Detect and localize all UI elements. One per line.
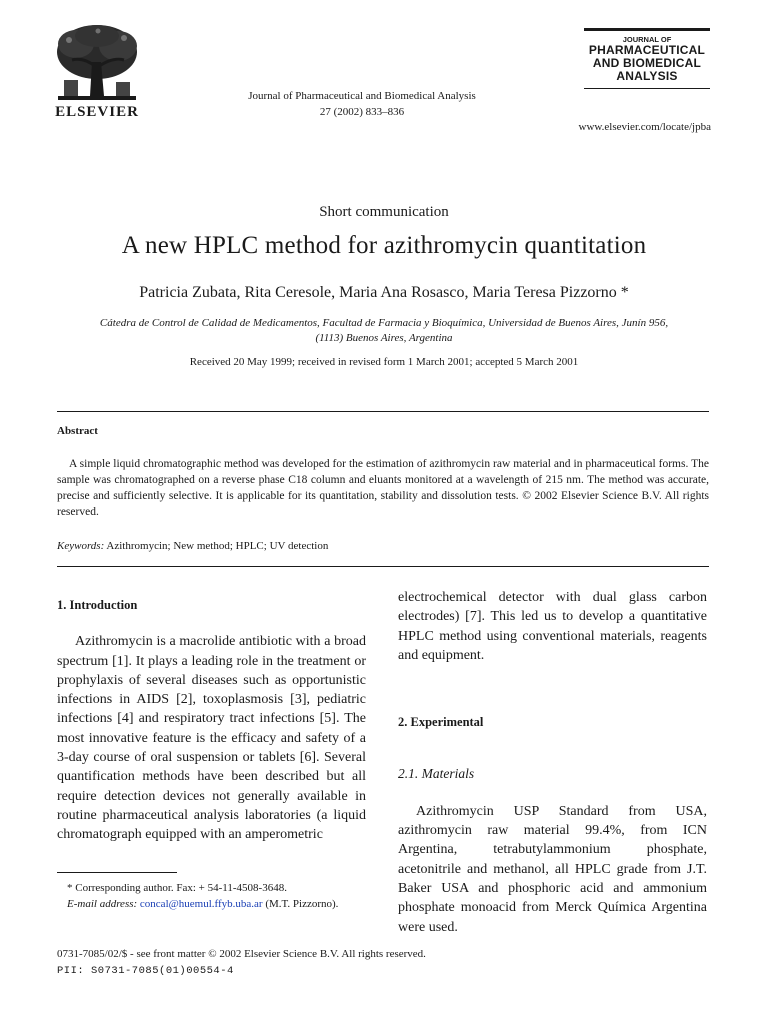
- journal-box-name-1: PHARMACEUTICAL: [588, 43, 706, 57]
- email-label: E-mail address:: [67, 898, 138, 910]
- keywords-list: Azithromycin; New method; HPLC; UV detection: [106, 540, 329, 552]
- journal-name-line: Journal of Pharmaceutical and Biomedical Analysis: [248, 90, 476, 102]
- email-suffix: (M.T. Pizzorno).: [262, 898, 339, 910]
- keywords-label: Keywords:: [57, 540, 105, 552]
- email-link[interactable]: concal@huemul.ffyb.uba.ar: [139, 898, 263, 910]
- journal-box-name-2: AND BIOMEDICAL: [592, 56, 702, 70]
- introduction-heading: 1. Introduction: [57, 598, 138, 612]
- abstract-top-rule: [57, 411, 709, 412]
- abstract-heading: Abstract: [57, 425, 98, 437]
- pii-identifier: PII: S0731-7085(01)00554-4: [57, 965, 234, 977]
- affiliation-line-1: Cátedra de Control de Calidad de Medicamentos, Facultad de Farmacia y Bioquímica, Universidad de Buenos Aires, Junín 956,: [99, 317, 669, 329]
- volume-pages-line: 27 (2002) 833–836: [319, 106, 405, 118]
- bottom-matter: [57, 946, 426, 980]
- article-title: A new HPLC method for azithromycin quantitation: [121, 232, 647, 259]
- abstract-bottom-rule: [57, 566, 709, 567]
- journal-box-of: JOURNAL OF: [622, 35, 672, 44]
- email-line: [57, 896, 366, 912]
- affiliation: [0, 316, 768, 346]
- elsevier-tree-icon: [54, 22, 140, 102]
- materials-heading: 2.1. Materials: [398, 766, 475, 782]
- article-authors: Patricia Zubata, Rita Ceresole, Maria Ana Rosasco, Maria Teresa Pizzorno *: [139, 284, 629, 301]
- right-column: [398, 588, 707, 937]
- keywords: [57, 540, 328, 552]
- introduction-paragraph: Azithromycin is a macrolide antibiotic with a broad spectrum [1]. It plays a leading role in the treatment or prophylaxis of several diseases such as opportunistic infections in AIDS [2], toxoplasmosis [3], pediatric infections [4] and respiratory tract infections [5]. The most innovative feature is the efficacy and safety of a 3-day course of oral suspension or tablets [6]. Several quantification methods have been described but all require detection devices not generally available in routine pharmaceutical analysis laboratories (a liquid chromatograph equipped with an amperometric: [57, 634, 366, 843]
- received-dates: Received 20 May 1999; received in revised form 1 March 2001; accepted 5 March 2001: [189, 356, 579, 368]
- affiliation-line-2: (1113) Buenos Aires, Argentina: [315, 332, 453, 344]
- elsevier-logo: [54, 22, 140, 122]
- experimental-heading: 2. Experimental: [398, 715, 484, 730]
- publisher-name: ELSEVIER: [55, 104, 139, 120]
- front-matter-copyright: 0731-7085/02/$ - see front matter © 2002 Elsevier Science B.V. All rights reserved.: [57, 948, 426, 960]
- journal-title-box: [584, 28, 710, 89]
- journal-box-top-rule: [584, 28, 710, 31]
- left-column: [57, 596, 366, 845]
- materials-paragraph: Azithromycin USP Standard from USA, azithromycin raw material 99.4%, from ICN Argentina, tetrabutylammonium phosphate, acetonitrile and methanol, all HPLC grade from J.T. Baker USA and phosphoric acid and ammonium phosphate monoacid from Merck Química Argentina were used.: [398, 803, 707, 935]
- journal-url[interactable]: www.elsevier.com/locate/jpba: [578, 121, 711, 133]
- journal-box-bottom-rule: [584, 88, 710, 89]
- footnote: [57, 880, 366, 912]
- article-type: Short communication: [319, 204, 449, 220]
- journal-box-name-3: ANALYSIS: [616, 69, 678, 83]
- footnote-rule: [57, 872, 177, 873]
- abstract-text: A simple liquid chromatographic method was developed for the estimation of azithromycin raw material and in pharmaceutical forms. The sample was chromatographed on a reverse phase C18 column and eluants monitored at a wavelength of 215 nm. The method was accurate, precise and sufficiently selective. It is applicable for its quantitation, stability and dissolution tests. © 2002 Elsevier Science B.V. All rights reserved.: [57, 458, 709, 518]
- introduction-continued: electrochemical detector with dual glass carbon electrodes) [7]. This led us to develop a quantitative HPLC method using conventional materials, reagents and equipment.: [398, 590, 707, 663]
- corresponding-author: * Corresponding author. Fax: + 54-11-4508-3648.: [67, 882, 287, 894]
- journal-citation: [196, 88, 528, 120]
